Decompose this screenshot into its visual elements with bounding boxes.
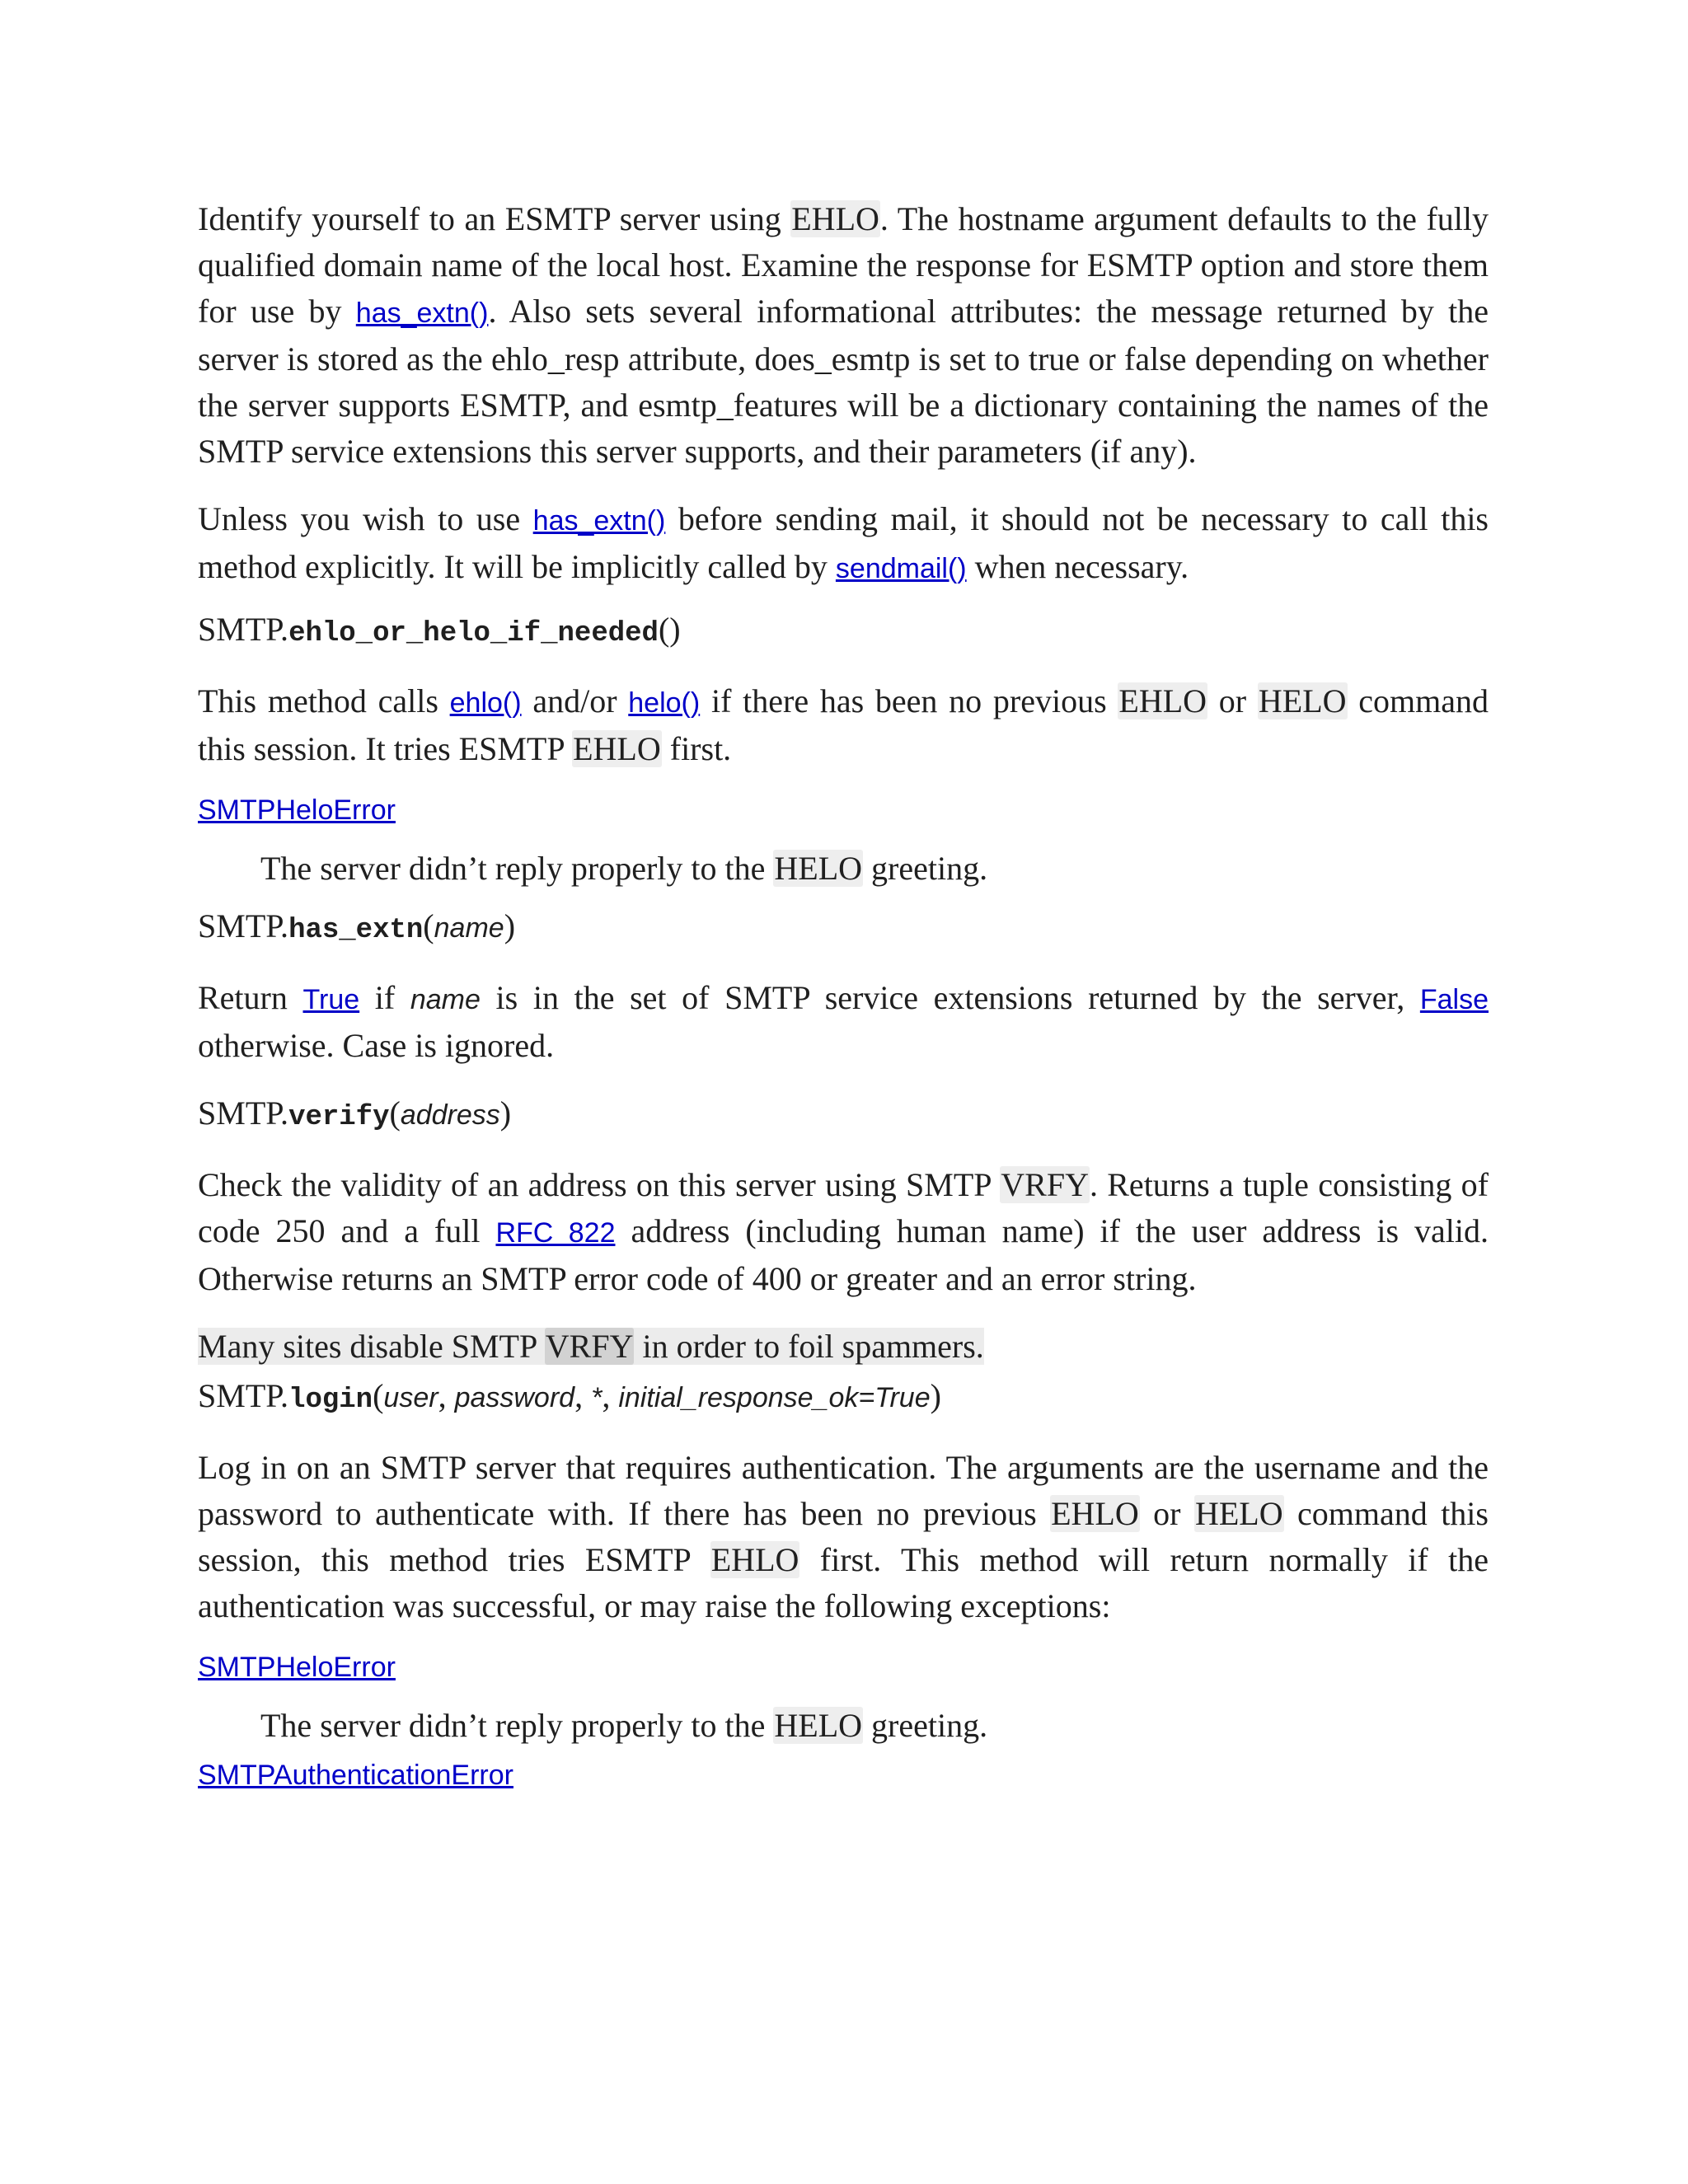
sendmail-link[interactable]: sendmail() xyxy=(835,553,967,584)
smtp-helo-error-link[interactable]: SMTPHeloError xyxy=(198,1652,396,1683)
method-name: login xyxy=(288,1385,373,1416)
class-prefix: SMTP. xyxy=(198,1377,289,1414)
text: Unless you wish to use xyxy=(198,500,533,537)
text: if xyxy=(359,979,410,1016)
paren: ) xyxy=(930,1377,941,1414)
text: command this session, this method tries ESMTP xyxy=(198,1495,1489,1578)
code-helo: HELO xyxy=(774,1707,863,1744)
rfc-822-link[interactable]: RFC 822 xyxy=(495,1217,616,1249)
code-helo: HELO xyxy=(1258,682,1347,719)
ehlo-or-helo-description xyxy=(198,678,1489,772)
method-signature-ehlo-or-helo xyxy=(198,607,1489,657)
code-helo: HELO xyxy=(774,850,863,887)
text: Many sites disable SMTP xyxy=(198,1328,545,1365)
document-content xyxy=(198,196,1489,1796)
code-ehlo: EHLO xyxy=(710,1541,799,1578)
text: The server didn’t reply properly to the xyxy=(260,1707,774,1744)
code-ehlo: EHLO xyxy=(791,200,879,237)
separator: , xyxy=(574,1377,592,1414)
verify-note xyxy=(198,1324,1489,1370)
paren: ( xyxy=(658,611,670,648)
text: if there has been no previous xyxy=(700,682,1118,719)
text: address (including human name) if the user address is valid. Otherwise returns an SMTP error code of 400 or greater and an error string. xyxy=(198,1212,1489,1297)
paren: ( xyxy=(389,1094,401,1132)
text: Log in on an SMTP server that requires authentication. The arguments are the username and the password to authenticate with. If there has been no previous xyxy=(198,1449,1489,1532)
code-vrfy: VRFY xyxy=(1001,1166,1089,1203)
text: Check the validity of an address on this server using SMTP xyxy=(198,1166,1001,1203)
code-ehlo: EHLO xyxy=(1051,1495,1139,1532)
text: when necessary. xyxy=(966,548,1189,585)
has-extn-link[interactable]: has_extn() xyxy=(532,505,666,537)
text: Identify yourself to an ESMTP server using xyxy=(198,200,791,237)
text: command this session. It tries ESMTP xyxy=(198,682,1489,767)
class-prefix: SMTP. xyxy=(198,1094,289,1132)
text: . The hostname argument defaults to the fully qualified domain name of the local host. Examine the response for ESMTP option and store them for use by xyxy=(198,200,1489,330)
method-name: verify xyxy=(288,1102,390,1133)
exception-description xyxy=(198,846,1489,892)
code-helo: HELO xyxy=(1194,1495,1283,1532)
class-prefix: SMTP. xyxy=(198,611,289,648)
exception-description xyxy=(198,1703,1489,1749)
param-name: name xyxy=(434,912,504,944)
param-name: address xyxy=(400,1099,500,1131)
text: This method calls xyxy=(198,682,450,719)
text: greeting. xyxy=(863,850,988,887)
code-ehlo: EHLO xyxy=(573,730,661,767)
separator: , xyxy=(602,1377,619,1414)
text: otherwise. Case is ignored. xyxy=(198,1027,555,1064)
false-link[interactable]: False xyxy=(1419,984,1489,1015)
true-link[interactable]: True xyxy=(302,984,360,1015)
text: or xyxy=(1139,1495,1194,1532)
paren: ) xyxy=(504,907,516,944)
param-star: * xyxy=(591,1382,603,1413)
paren: ) xyxy=(499,1094,512,1132)
paren: ( xyxy=(373,1377,384,1414)
text: . Also sets several informational attributes: the message returned by the server is stored as the ehlo_resp attribute, does_esmtp is set to true or false depending on whether the server supports ESMTP, and esmtp_features will be a dictionary containing the names of the SMTP service extensions this server supports, and their parameters (if any). xyxy=(198,293,1489,470)
text: first. This method will return normally if the authentication was successful, or may raise the following exceptions: xyxy=(198,1541,1489,1624)
text: in order to foil spammers. xyxy=(634,1328,984,1365)
separator: , xyxy=(438,1377,455,1414)
text: is in the set of SMTP service extensions returned by the server, xyxy=(480,979,1420,1016)
paren: ) xyxy=(669,611,681,648)
exception-smtp-helo-error xyxy=(198,790,1489,831)
smtp-helo-error-link[interactable]: SMTPHeloError xyxy=(198,794,396,826)
text: and/or xyxy=(521,682,629,719)
method-signature-login xyxy=(198,1373,1489,1423)
text: first. xyxy=(661,730,732,767)
text: before sending mail, it should not be necessary to call this method explicitly. It will be implicitly called by xyxy=(198,500,1489,585)
verify-description xyxy=(198,1162,1489,1302)
text: . Returns a tuple consisting of code 250 and a full xyxy=(198,1166,1489,1249)
login-description xyxy=(198,1445,1489,1629)
paren: ( xyxy=(423,907,434,944)
ehlo-link[interactable]: ehlo() xyxy=(449,687,522,719)
has-extn-description xyxy=(198,975,1489,1069)
helo-link[interactable]: helo() xyxy=(628,687,701,719)
code-vrfy: VRFY xyxy=(545,1328,634,1365)
text: The server didn’t reply properly to the xyxy=(260,850,774,887)
exception-smtp-authentication-error xyxy=(198,1755,1489,1796)
text: Return xyxy=(198,979,303,1016)
code-ehlo: EHLO xyxy=(1118,682,1207,719)
text: greeting. xyxy=(863,1707,988,1744)
text: or xyxy=(1207,682,1258,719)
method-signature-verify xyxy=(198,1090,1489,1141)
ehlo-description xyxy=(198,196,1489,475)
method-name: ehlo_or_helo_if_needed xyxy=(288,618,659,649)
smtp-authentication-error-link[interactable]: SMTPAuthenticationError xyxy=(198,1760,513,1791)
has-extn-link[interactable]: has_extn() xyxy=(355,298,489,329)
highlighted-note xyxy=(198,1328,984,1365)
method-name: has_extn xyxy=(288,915,424,946)
param-name: name xyxy=(410,984,481,1015)
exception-smtp-helo-error xyxy=(198,1647,1489,1688)
param-initial-response-ok: initial_response_ok=True xyxy=(618,1382,931,1413)
param-password: password xyxy=(454,1382,575,1413)
method-signature-has-extn xyxy=(198,903,1489,954)
ehlo-note xyxy=(198,496,1489,592)
class-prefix: SMTP. xyxy=(198,907,289,944)
param-user: user xyxy=(383,1382,438,1413)
